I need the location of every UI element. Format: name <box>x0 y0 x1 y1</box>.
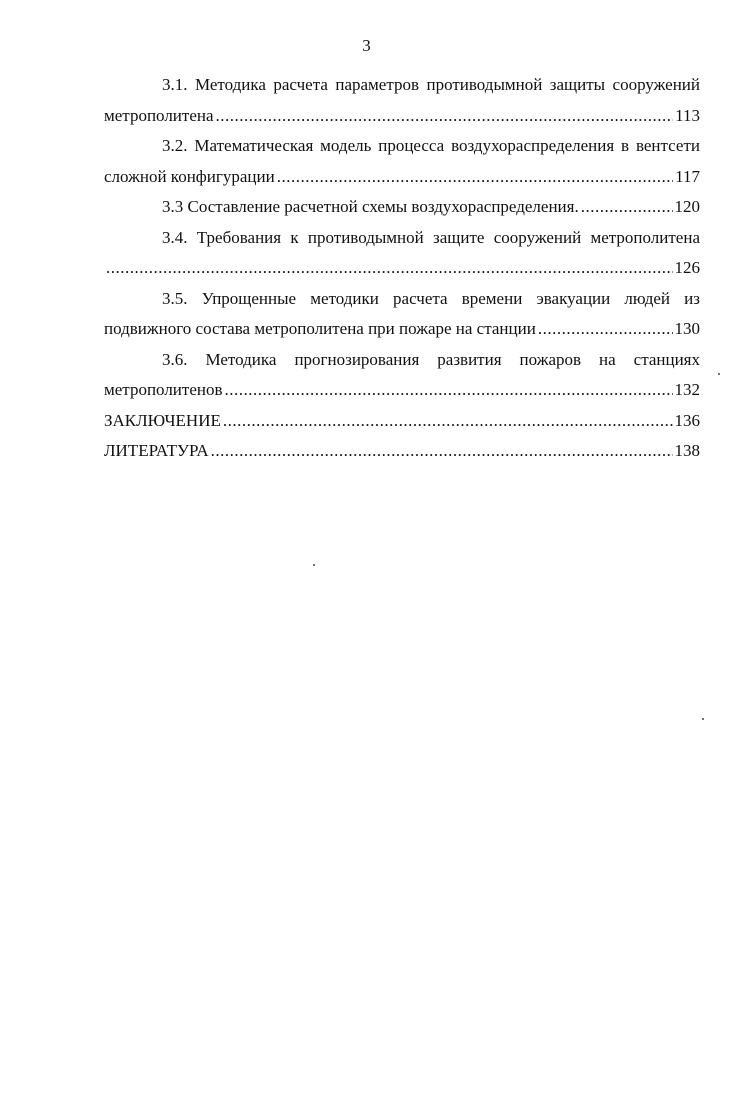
toc-entry-3-1 <box>104 70 700 131</box>
dot-leader <box>223 406 673 437</box>
dot-leader <box>211 436 673 467</box>
toc-entry-page: 120 <box>674 197 700 216</box>
toc-entry-page: 136 <box>674 410 700 430</box>
page-number: 3 <box>362 36 371 55</box>
toc-entry-title: 3.5. Упрощенные методики расчета времени эвакуации людей из <box>162 288 700 308</box>
toc-entry-3-3 <box>104 192 700 223</box>
toc-entry-page: 117 <box>675 166 700 186</box>
toc-entry-3-6 <box>104 345 700 406</box>
dot-leader <box>538 314 673 345</box>
toc-entry-title: 3.2. Математическая модель процесса воздухораспределения в вентсети <box>162 136 700 155</box>
toc-entry-title-continuation: сложной конфигурации <box>104 166 275 186</box>
dot-leader <box>581 192 673 223</box>
toc-entry-3-4 <box>104 223 700 284</box>
toc-entry-3-2 <box>104 131 700 192</box>
toc-entry-page: 138 <box>674 441 700 460</box>
scan-speck <box>702 718 704 720</box>
table-of-contents <box>104 70 700 467</box>
toc-entry-title: 3.6. Методика прогнозирования развития пожаров на станциях <box>162 349 700 369</box>
scan-speck <box>313 564 315 566</box>
dot-leader <box>106 253 673 284</box>
scan-speck <box>718 373 720 375</box>
toc-entry-title: ЗАКЛЮЧЕНИЕ <box>104 410 221 430</box>
toc-entry-title-continuation: подвижного состава метрополитена при пожаре на станции <box>104 319 536 338</box>
toc-entry-title: 3.4. Требования к противодымной защите сооружений метрополитена <box>162 227 700 247</box>
toc-entry-page: 130 <box>674 319 700 338</box>
toc-entry-page: 132 <box>674 380 700 399</box>
dot-leader <box>277 162 673 193</box>
toc-entry-title: ЛИТЕРАТУРА <box>104 441 209 460</box>
toc-entry-title: 3.1. Методика расчета параметров противодымной защиты сооружений <box>162 75 700 94</box>
toc-entry-conclusion <box>104 406 700 437</box>
toc-entry-title-continuation: метрополитена <box>104 105 214 125</box>
toc-entry-literature <box>104 436 700 467</box>
toc-entry-page: 113 <box>675 105 700 125</box>
dot-leader <box>216 101 674 132</box>
toc-entry-3-5 <box>104 284 700 345</box>
dot-leader <box>225 375 673 406</box>
toc-entry-title-continuation: метрополитенов <box>104 380 223 399</box>
toc-entry-title: 3.3 Составление расчетной схемы воздухораспределения. <box>162 197 579 216</box>
toc-entry-page: 126 <box>674 258 700 277</box>
